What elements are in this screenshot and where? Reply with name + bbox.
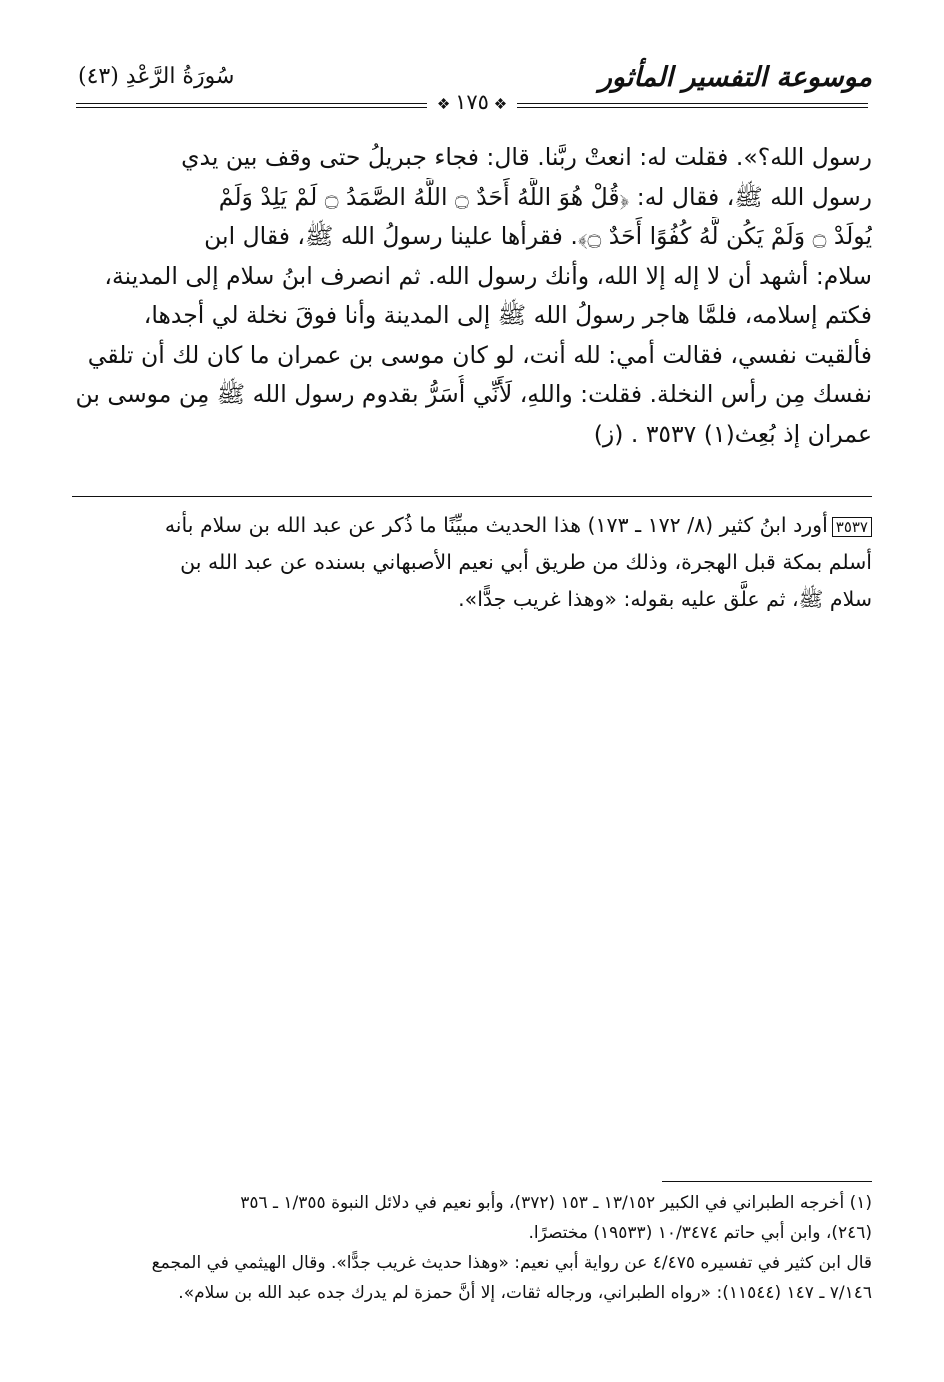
text-line: رسول الله؟». فقلت له: انعتْ ربَّنا. قال: فجاء جبريلُ حتى وقف بين يدي: [181, 143, 872, 171]
ornament-icon: ❖: [436, 95, 456, 113]
book-title: موسوعة التفسير المأثور: [598, 62, 872, 93]
text-line: نفسك مِن رأس النخلة. فقلت: واللهِ، لَأَنِّي أُسَرُّ بقدوم رسول الله ﷺ مِن موسى بن: [75, 380, 872, 408]
text-line: عمران إذ بُعِث(١) ٣٥٣٧ . (ز): [593, 419, 872, 448]
note-line: أسلم بمكة قبل الهجرة، وذلك من طريق أبي نعيم الأصبهاني بسنده عن عبد الله بن: [180, 550, 872, 574]
note-separator: [72, 496, 872, 497]
note-line: سلام ﷺ، ثم علَّق عليه بقوله: «وهذا غريب جدًّا».: [458, 587, 872, 611]
main-text: [72, 138, 872, 454]
text-line: سلام: أشهد أن لا إله إلا الله، وأنك رسول الله. ثم انصرف ابنُ سلام إلى المدينة،: [104, 261, 872, 290]
footnote-separator: [662, 1181, 872, 1182]
footnote-line: ٧/١٤٦ ـ ١٤٧ (١١٥٤٤): «رواه الطبراني، ورجاله ثقات، إلا أنَّ حمزة لم يدرك جده عبد الله بن سلام».: [178, 1283, 872, 1303]
footnotes: [72, 1188, 872, 1308]
editor-note: [72, 507, 872, 618]
footnote-line: قال ابن كثير في تفسيره ٤/٤٧٥ عن رواية أبي نعيم: «وهذا حديث غريب جدًّا». وقال الهيثمي في المجمع: [151, 1253, 872, 1273]
text-line: فألقيت نفسي، فقالت أمي: لله أنت، لو كان موسى بن عمران ما كان لك أن تلقي: [87, 340, 872, 369]
page-number: ١٧٥: [455, 90, 489, 114]
text-line: فكتم إسلامه، فلمَّا هاجر رسولُ الله ﷺ إلى المدينة وأنا فوقَ نخلة لي أجدها،: [143, 301, 872, 329]
text-line: رسول الله ﷺ، فقال له: ﴿قُلْ هُوَ اللَّهُ أَحَدٌ ۝ اللَّهُ الصَّمَدُ ۝ لَمْ يَلِدْ وَلَمْ: [218, 182, 872, 211]
ornament-icon: ❖: [488, 95, 508, 113]
footnote-line: (٢٤٦)، وابن أبي حاتم ١٠/٣٤٧٤ (١٩٥٣٣) مختصرًا.: [528, 1223, 872, 1243]
text-line: يُولَدْ ۝ وَلَمْ يَكُن لَّهُ كُفُوًا أَحَدٌ ۝﴾. فقرأها علينا رسولُ الله ﷺ، فقال ابن: [204, 222, 872, 250]
note-ref-box: ٣٥٣٧: [832, 517, 872, 537]
note-line: ٣٥٣٧أورد ابنُ كثير (٨/ ١٧٢ ـ ١٧٣) هذا الحديث مبيِّنًا ما ذُكر عن عبد الله بن سلام بأنه: [72, 507, 872, 544]
footnote-line: (١) أخرجه الطبراني في الكبير ١٣/١٥٢ ـ ١٥٣ (٣٧٢)، وأبو نعيم في دلائل النبوة ١/٣٥٥ ـ ٣٥٦: [240, 1193, 872, 1213]
surah-label: سُورَةُ الرَّعْدِ (٤٣): [78, 64, 235, 89]
page-number-box: [427, 90, 517, 114]
